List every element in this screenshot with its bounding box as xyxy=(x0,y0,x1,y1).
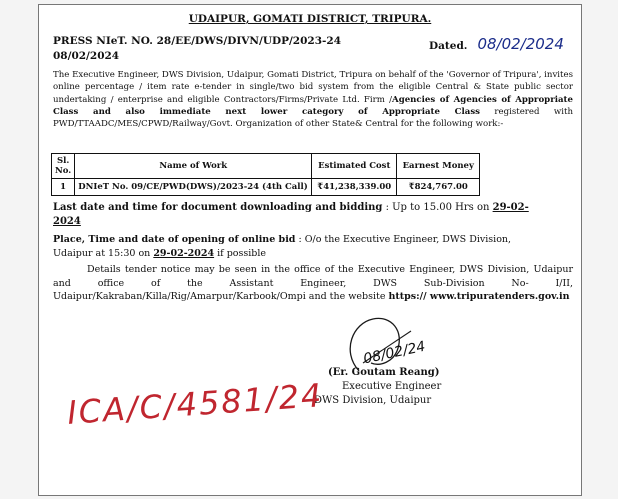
place-label: Place, Time and date of opening of online bid xyxy=(53,234,296,245)
col-cost: Estimated Cost xyxy=(312,154,397,179)
notice-heading: UDAIPUR, GOMATI DISTRICT, TRIPURA. xyxy=(188,13,432,25)
press-date: 08/02/2024 xyxy=(53,50,120,62)
last-date-line xyxy=(53,201,553,229)
table-row xyxy=(52,179,480,196)
col-money: Earnest Money xyxy=(397,154,480,179)
last-date-value: : Up to 15.00 Hrs on xyxy=(382,202,493,213)
signatory-name: (Er. Goutam Reang) xyxy=(328,367,440,378)
dated-handwritten: 08/02/2024 xyxy=(477,35,564,53)
last-date-label: Last date and time for document downloading and bidding xyxy=(53,202,383,213)
intro-bold: Agencies of Agencies of Appropriate Class and also immediate next lower category of Appropriate Class xyxy=(53,94,573,117)
signature-date: 08/02/24 xyxy=(362,338,427,368)
details-paragraph xyxy=(53,263,573,304)
details-text: Details tender notice may be seen in the office of the Executive Engineer, DWS Division, Udaipur and office of the Assistant Engineer, DWS Sub-Division No- I/II, Udaipur/Kakraban/Killa/Rig/Amarpur/Karbook/Ompi and the website xyxy=(53,264,573,302)
col-name: Name of Work xyxy=(75,154,312,179)
signatory-office: DWS Division, Udaipur xyxy=(314,395,432,406)
place-line xyxy=(53,233,553,261)
intro-text: The Executive Engineer, DWS Division, Udaipur, Gomati District, Tripura on behalf of the 'Governor of Tripura', invites online percentage / item rate e-tender in single/two bid system from the eligible Central & State public sector undertaking / enterprise and eligible Contractors/Firms/Private Ltd. Firm / xyxy=(53,70,573,105)
place-tail: if possible xyxy=(214,248,267,259)
cell-sl: 1 xyxy=(52,179,75,196)
place-value: : O/o the Executive Engineer, DWS Division, Udaipur at 15:30 on xyxy=(53,234,512,259)
cell-cost: ₹41,238,339.00 xyxy=(312,179,397,196)
press-number: PRESS NIeT. NO. 28/EE/DWS/DIVN/UDP/2023-24 xyxy=(53,35,342,47)
dated-label: Dated. xyxy=(429,40,468,52)
cell-name: DNIeT No. 09/CE/PWD(DWS)/2023-24 (4th Call) xyxy=(75,179,312,196)
table-header-row xyxy=(52,154,480,179)
last-date-date: 29-02-2024 xyxy=(53,202,529,227)
details-website: https:// www.tripuratenders.gov.in xyxy=(388,291,570,302)
place-date: 29-02-2024 xyxy=(153,248,215,259)
col-sl: Sl. No. xyxy=(52,154,75,179)
intro-tail: registered with PWD/TTAADC/MES/CPWD/Railway/Govt. Organization of other State& Central for the following work:- xyxy=(53,106,573,130)
dated-field xyxy=(429,35,564,53)
work-table xyxy=(51,153,480,196)
ica-handwritten-number: ICA/C/4581/24 xyxy=(65,376,325,432)
notice-page xyxy=(38,4,582,496)
intro-paragraph xyxy=(53,69,573,130)
signatory-designation: Executive Engineer xyxy=(342,381,442,392)
cell-money: ₹824,767.00 xyxy=(397,179,480,196)
